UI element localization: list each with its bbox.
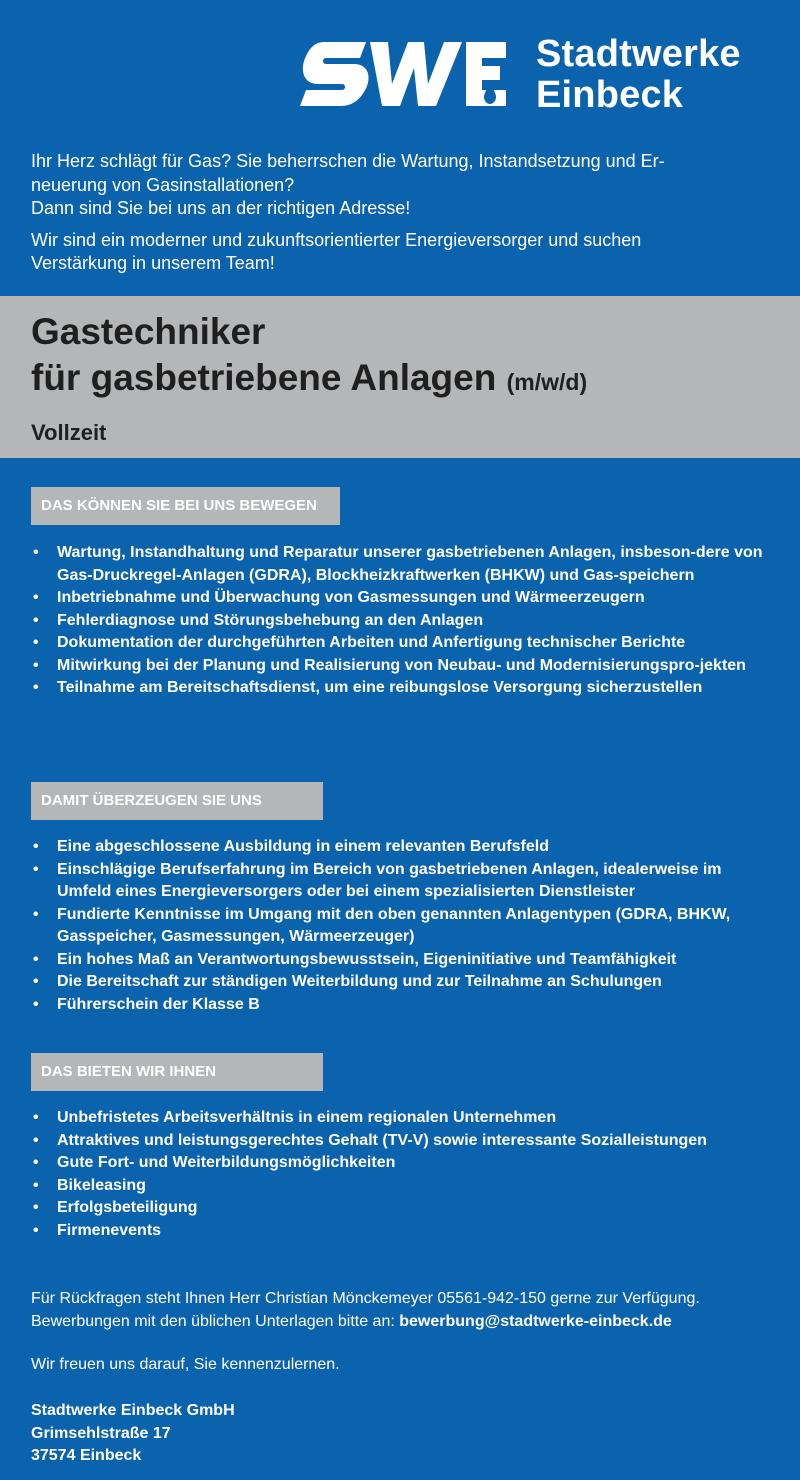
list-item: • Mitwirkung bei der Planung und Realisierung von Neubau- und Modernisierungspro-jekten (31, 655, 771, 678)
intro-line: Wir sind ein moderner und zukunftsorientierter Energieversorger und suchen (31, 229, 642, 250)
intro-line: neuerung von Gasinstallationen? (31, 174, 295, 195)
list-item: • Die Bereitschaft zur ständigen Weiterbildung und zur Teilnahme an Schulungen (31, 971, 771, 994)
list-item: • Bikeleasing (31, 1175, 771, 1198)
intro-line: Ihr Herz schlägt für Gas? Sie beherrschen die Wartung, Instandsetzung und Er- (31, 151, 665, 171)
list-item: • Fehlerdiagnose und Störungsbehebung an den Anlagen (31, 610, 771, 633)
list-item: • Erfolgsbeteiligung (31, 1197, 771, 1220)
list-item: • Firmenevents (31, 1220, 771, 1243)
list-item: • Ein hohes Maß an Verantwortungsbewusstsein, Eigeninitiative und Teamfähigkeit (31, 949, 771, 972)
address-company: Stadtwerke Einbeck GmbH (31, 1402, 235, 1419)
section-heading-tasks: DAS KÖNNEN SIE BEI UNS BEWEGEN (31, 487, 340, 525)
address-street: Grimsehlstraße 17 (31, 1424, 171, 1442)
tasks-list (31, 542, 771, 700)
intro-line: Dann sind Sie bei uns an der richtigen Adresse! (31, 198, 411, 218)
job-title-band (0, 296, 800, 458)
list-item: • Wartung, Instandhaltung und Reparatur unserer gasbetriebenen Anlagen, insbeson-dere von Gas-Druckregel-Anlagen (GDRA), Blockheizkraftwerken (BHKW) und Gas-speichern (31, 542, 771, 587)
company-name-line1: Stadtwerke (536, 33, 741, 75)
company-name-line2: Einbeck (536, 74, 684, 116)
intro-line: Verstärkung in unserem Team! (31, 253, 275, 273)
job-title-text: für gasbetriebene Anlagen (31, 357, 497, 398)
swe-monogram-icon (300, 34, 508, 118)
application-prefix: Bewerbungen mit den üblichen Unterlagen bitte an: (31, 1312, 395, 1330)
job-title-line1: Gastechniker (31, 311, 266, 352)
list-item: • Teilnahme am Bereitschaftsdienst, um eine reibungslose Versorgung sicherzustellen (31, 677, 771, 700)
company-logo (300, 34, 770, 118)
closing-text: Wir freuen uns darauf, Sie kennenzulernen. (31, 1356, 340, 1373)
gender-note: (m/w/d) (506, 369, 588, 395)
company-wordmark (536, 34, 741, 116)
list-item: • Führerschein der Klasse B (31, 994, 771, 1017)
contact-phone-line: Für Rückfragen steht Ihnen Herr Christian Mönckemeyer 05561-942-150 gerne zur Verfügung. (31, 1290, 700, 1307)
list-item: • Eine abgeschlossene Ausbildung in einem relevanten Berufsfeld (31, 836, 771, 859)
list-item: • Unbefristetes Arbeitsverhältnis in einem regionalen Unternehmen (31, 1107, 771, 1130)
employment-type: Vollzeit (31, 420, 107, 445)
job-title-line2 (31, 356, 587, 404)
section-heading-benefits: DAS BIETEN WIR IHNEN (31, 1053, 323, 1091)
list-item: • Inbetriebnahme und Überwachung von Gasmessungen und Wärmeerzeugern (31, 587, 771, 610)
benefits-list (31, 1107, 771, 1242)
list-item: • Attraktives und leistungsgerechtes Gehalt (TV-V) sowie interessante Sozialleistungen (31, 1130, 771, 1153)
list-item: • Fundierte Kenntnisse im Umgang mit den oben genannten Anlagentypen (GDRA, BHKW, Gasspeicher, Gasmessungen, Wärmeerzeuger) (31, 904, 771, 949)
application-line (31, 1311, 771, 1334)
requirements-list (31, 836, 771, 1016)
list-item: • Dokumentation der durchgeführten Arbeiten und Anfertigung technischer Berichte (31, 632, 771, 655)
company-address (31, 1400, 235, 1468)
section-heading-requirements: DAMIT ÜBERZEUGEN SIE UNS (31, 782, 323, 820)
email-link[interactable]: bewerbung@stadtwerke-einbeck.de (399, 1312, 672, 1330)
intro-text (31, 150, 761, 276)
list-item: • Einschlägige Berufserfahrung im Bereich von gasbetriebenen Anlagen, idealerweise im Umfeld eines Energieversorgers oder bei einem spezialisierten Dienstleister (31, 859, 771, 904)
list-item: • Gute Fort- und Weiterbildungsmöglichkeiten (31, 1152, 771, 1175)
address-city: 37574 Einbeck (31, 1447, 142, 1464)
contact-text (31, 1288, 771, 1333)
